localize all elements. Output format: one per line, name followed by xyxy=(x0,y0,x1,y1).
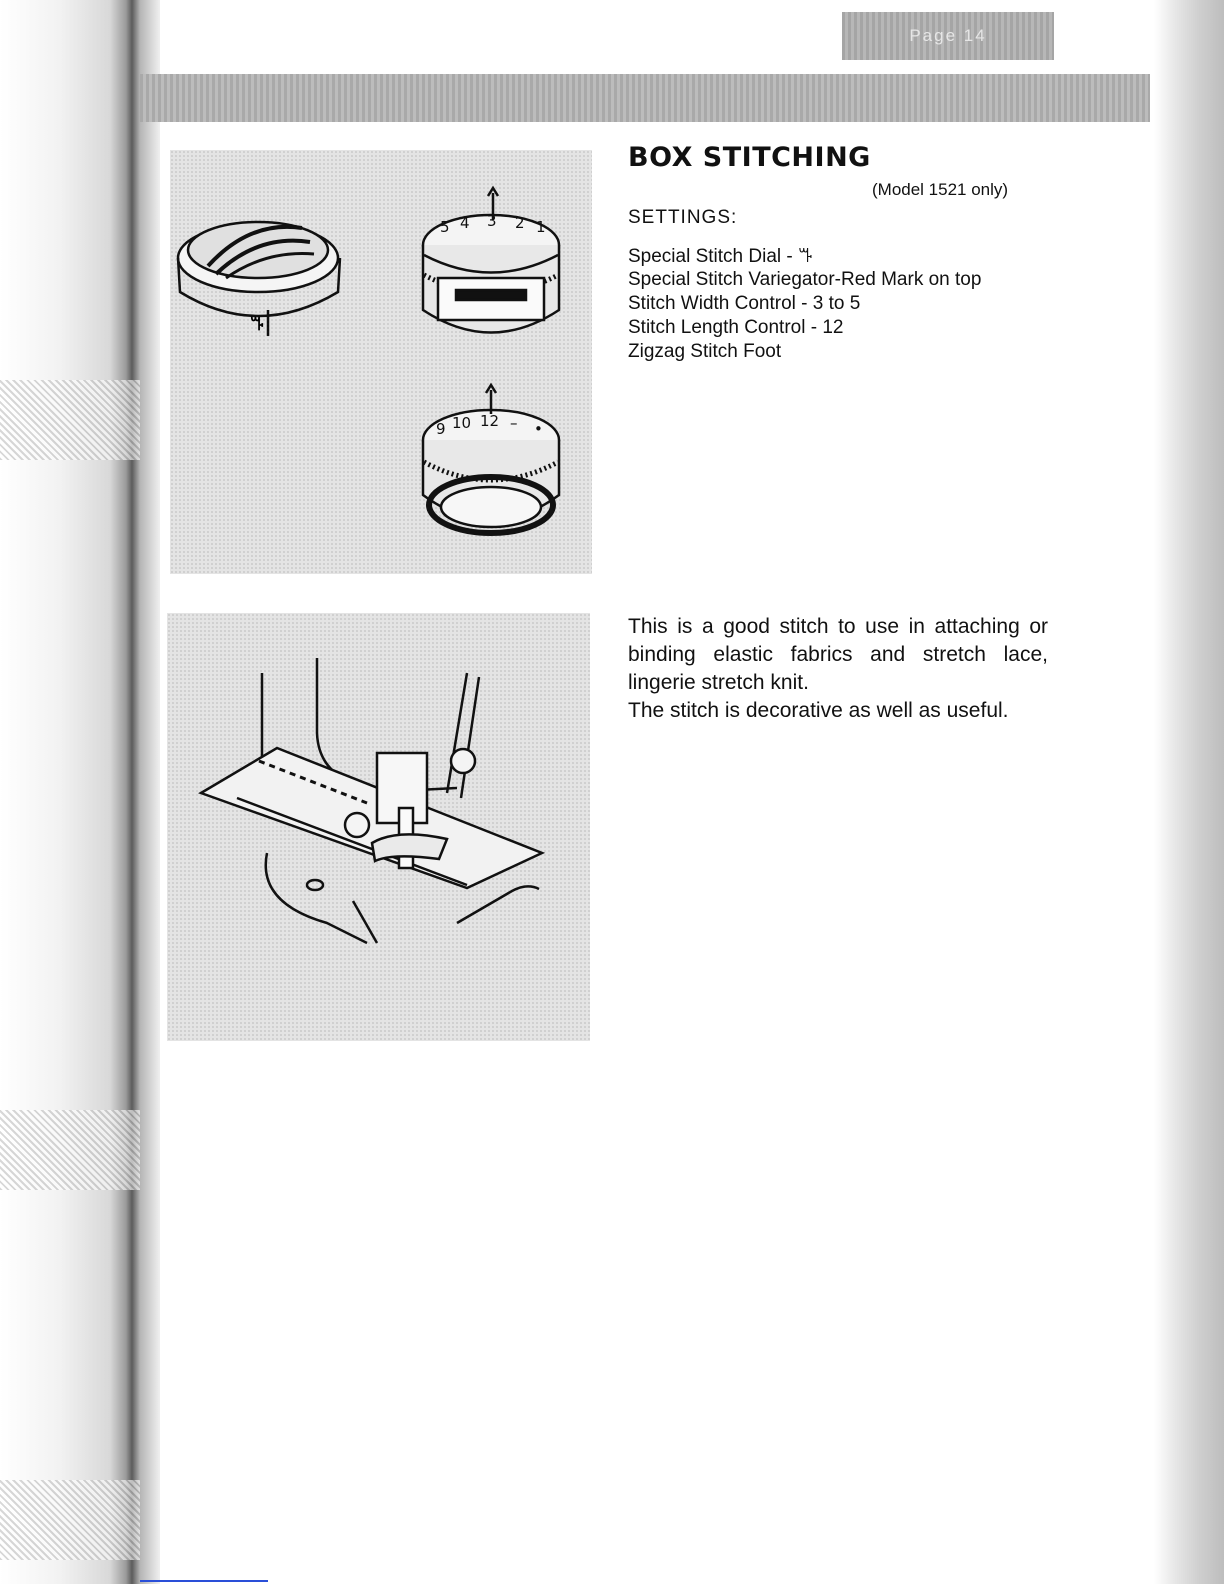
width-scale-number: 1 xyxy=(536,218,546,236)
stitch-length-dial xyxy=(423,385,559,533)
presser-foot-illustration xyxy=(167,613,590,1041)
length-scale-number: 9 xyxy=(436,420,446,438)
description-paragraph: The stitch is decorative as well as useful. xyxy=(628,699,1009,722)
header-band xyxy=(140,74,1150,122)
width-scale-number: 2 xyxy=(515,214,525,232)
stitch-symbol: ꔒ xyxy=(798,245,813,267)
length-scale-number: 10 xyxy=(452,414,472,432)
setting-item: Special Stitch Dial - ꔒ xyxy=(628,245,813,267)
special-dial-marker-label: ꔒ xyxy=(250,314,265,335)
width-scale-number: 3 xyxy=(487,212,497,230)
scan-noise xyxy=(0,1110,140,1190)
page-number-tab: Page 14 xyxy=(842,12,1054,60)
setting-item: Zigzag Stitch Foot xyxy=(628,341,782,362)
width-scale-number: 5 xyxy=(440,218,450,236)
width-scale-number: 4 xyxy=(460,214,470,232)
scan-noise xyxy=(0,1480,140,1560)
presser-foot-drawing xyxy=(167,613,590,1041)
page-title: BOX STITCHING xyxy=(628,142,871,173)
length-scale-number: – xyxy=(510,414,518,432)
dials-drawing xyxy=(170,150,592,574)
length-scale-number: 12 xyxy=(480,412,500,430)
setting-item: Stitch Width Control - 3 to 5 xyxy=(628,293,861,314)
description xyxy=(628,613,1048,725)
settings-dials-illustration xyxy=(170,150,592,574)
stitch-width-dial xyxy=(423,188,559,333)
scan-binding-edge xyxy=(0,0,160,1584)
model-note: (Model 1521 only) xyxy=(872,180,1009,199)
scan-right-edge xyxy=(1154,0,1224,1584)
scan-noise xyxy=(0,380,140,460)
setting-item: Special Stitch Variegator-Red Mark on top xyxy=(628,269,982,290)
description-paragraph: This is a good stitch to use in attaching or binding elastic fabrics and stretch lace, lingerie stretch knit. xyxy=(628,615,1048,694)
settings-heading: SETTINGS: xyxy=(628,207,738,228)
setting-item: Stitch Length Control - 12 xyxy=(628,317,844,338)
scan-link-underline xyxy=(140,1580,268,1582)
length-scale-number: • xyxy=(534,420,543,438)
settings-list xyxy=(628,244,981,364)
